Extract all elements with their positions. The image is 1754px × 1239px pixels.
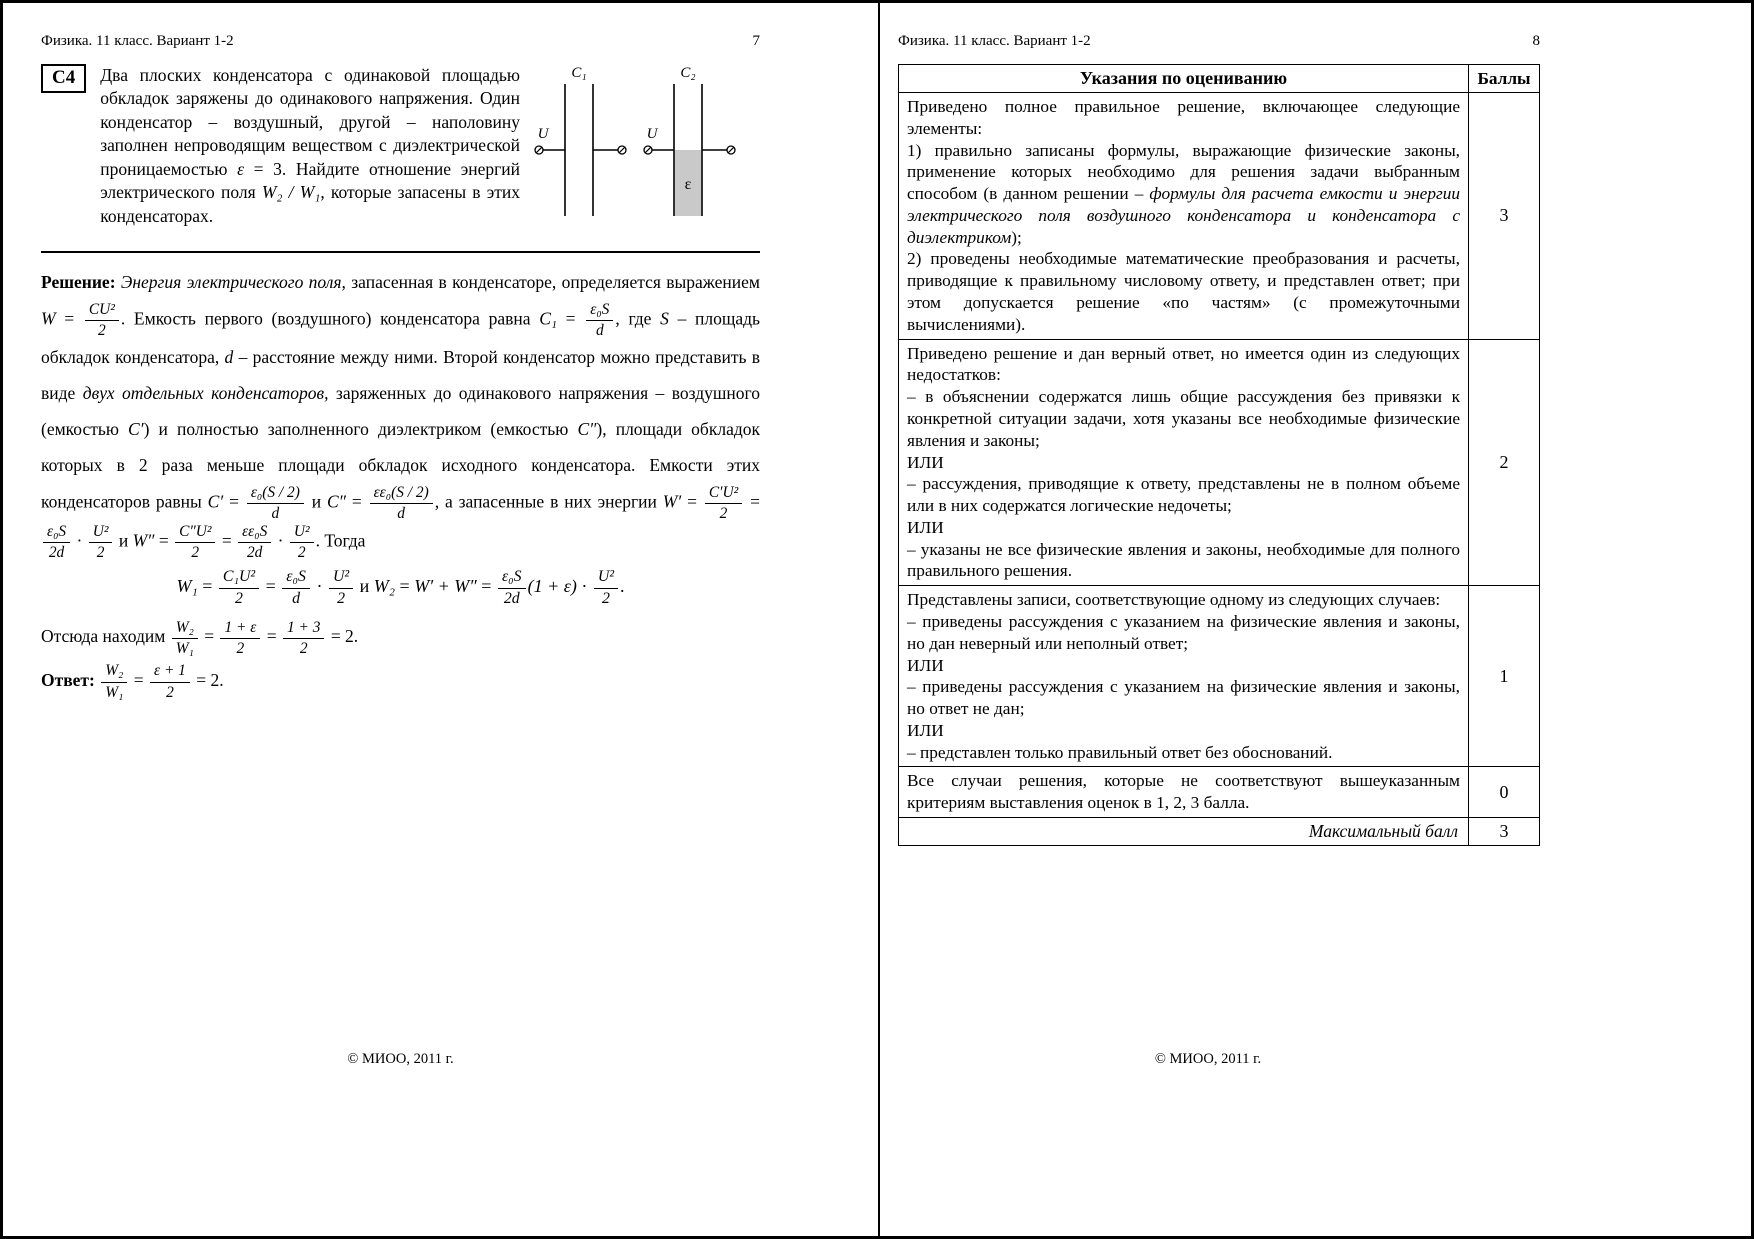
solution-conclusion: Отсюда находим $\frac{\text{W₂}}{\text{W₁}}$ = $\frac{1 + \varepsilon}{2}$ = $\frac{1 + 3}{2}$ = 2. (41, 618, 359, 657)
page-footer: © МИОО, 2011 г. (1154, 1051, 1262, 1067)
page-header (41, 33, 760, 50)
problem-label: С4 (41, 64, 86, 93)
table-header-row (899, 65, 1540, 93)
voltage-u2-label: U (646, 126, 658, 142)
page-7-content (41, 33, 760, 702)
solution-answer: Ответ: $\frac{\text{W₂}}{\text{W₁}}$ = $\frac{\varepsilon + 1}{2}$ = 2. (41, 662, 224, 701)
table-row-score-3 (899, 93, 1540, 340)
page-header (898, 33, 1540, 50)
capacitor-2-label: C₂ (680, 65, 696, 81)
max-score-cell: 3 (1469, 818, 1540, 846)
table-header-points: Баллы (1469, 65, 1540, 93)
problem-divider-rule (41, 251, 760, 253)
table-row-score-0 (899, 767, 1540, 818)
criteria-cell: Приведено решение и дан верный ответ, но имеется один из следующих недостатков: – в объяснении содержатся лишь общие рассуждения без привязки к конкретной ситуации задачи, хотя указаны все необходимые физические явления и законы; ИЛИ – рассуждения, приводящие к ответу, представлены не в полном объеме или в них содержатся логические недочеты; ИЛИ – указаны не все физические явления и законы, необходимые для полного правильного решения. (899, 339, 1469, 586)
page-7 (3, 3, 880, 1236)
score-cell: 1 (1469, 586, 1540, 767)
max-score-label: Максимальный балл (899, 818, 1469, 846)
capacitor-figure (530, 64, 760, 241)
page-footer: © МИОО, 2011 г. (347, 1051, 454, 1067)
problem-text: Два плоских конденсатора с одинаковой площадью обкладок заряжены до одинакового напряжения. Один конденсатор – воздушный, другой – наполовину заполнен непроводящим веществом с диэлектрической проницаемостью ε = 3. Найдите отношение энергий электрического поля W₂ / W₁, которые запасены в этих конденсаторах. (100, 65, 520, 226)
criteria-cell: Все случаи решения, которые не соответствуют вышеуказанным критериям выставления оценок в 1, 2, 3 балла. (899, 767, 1469, 818)
voltage-u1-label: U (537, 126, 549, 142)
table-header-criteria: Указания по оцениванию (899, 65, 1469, 93)
table-row-max-score (899, 818, 1540, 846)
criteria-cell: Приведено полное правильное решение, включающее следующие элементы: 1) правильно записаны формулы, выражающие физические законы, применение которых необходимо для решения задачи выбранным способом (в данном решении – формулы для расчета емкости и энергии электрического поля воздушного конденсатора и конденсатора с диэлектриком); 2) проведены необходимые математические преобразования и расчеты, приводящие к правильному числовому ответу, и представлен ответ; при этом допускается решение «по частям» (с промежуточными вычислениями). (899, 93, 1469, 340)
table-row-score-2 (899, 339, 1540, 586)
problem-c4 (41, 64, 760, 241)
capacitors-diagram (530, 64, 760, 236)
solution-display-equation: W₁ = $\frac{\text{C₁U²}}{2}$ = $\frac{\text{ε₀S}}{d}$ · $\frac{\text{U²}}{2}$ и W₂ = W′ + W″ = $\frac{\text{ε₀S}}{2d}$ (1 + ε) · $\frac{\text{U²}}{2}$ . (176, 568, 625, 607)
header-title: Физика. 11 класс. Вариант 1-2 (41, 33, 234, 49)
score-cell: 0 (1469, 767, 1540, 818)
dielectric-epsilon-label: ε (684, 176, 692, 193)
page-8 (880, 3, 1751, 1236)
table-row-score-1 (899, 586, 1540, 767)
page-8-content (898, 33, 1540, 846)
grading-table (898, 64, 1540, 846)
criteria-cell: Представлены записи, соответствующие одному из следующих случаев: – приведены рассуждения с указанием на физические явления и законы, но дан неверный или неполный ответ; ИЛИ – приведены рассуждения с указанием на физические явления и законы, но ответ не дан; ИЛИ – представлен только правильный ответ без обоснований. (899, 586, 1469, 767)
page-number: 8 (1532, 33, 1540, 49)
score-cell: 2 (1469, 339, 1540, 586)
capacitor-1-label: C₁ (571, 65, 587, 81)
page-number: 7 (752, 33, 760, 49)
solution-paragraph: Решение: Энергия электрического поля, запасенная в конденсаторе, определяется выражением W = $\frac{\text{CU²}}{2}$ . Емкость первого (воздушного) конденсатора равна C₁ = $\frac{\text{ε₀S}}{d}$ , где S – площадь обкладок конденсатора, d – расстояние между ними. Второй конденсатор можно представить в виде двух отдельных конденсаторов, заряженных до одинакового напряжения – воздушного (емкостью C′) и полностью заполненного диэлектриком (емкостью C″), площади обкладок которых в 2 раза меньше площади обкладок исходного конденсатора. Емкости этих конденсаторов равны C′ = $\frac{\text{ε₀(S / 2)}}{d}$ и C″ = $\frac{\text{εε₀(S / 2)}}{d}$ , а запасенные в них энергии W′ = $\frac{\text{C′U²}}{2}$ = $\frac{\text{ε₀S}}{2d}$ · $\frac{\text{U²}}{2}$ и W″ = $\frac{\text{C″U²}}{2}$ = $\frac{\text{εε₀S}}{2d}$ · $\frac{\text{U²}}{2}$ . Тогда (41, 272, 761, 562)
header-title: Физика. 11 класс. Вариант 1-2 (898, 33, 1091, 49)
score-cell: 3 (1469, 93, 1540, 340)
